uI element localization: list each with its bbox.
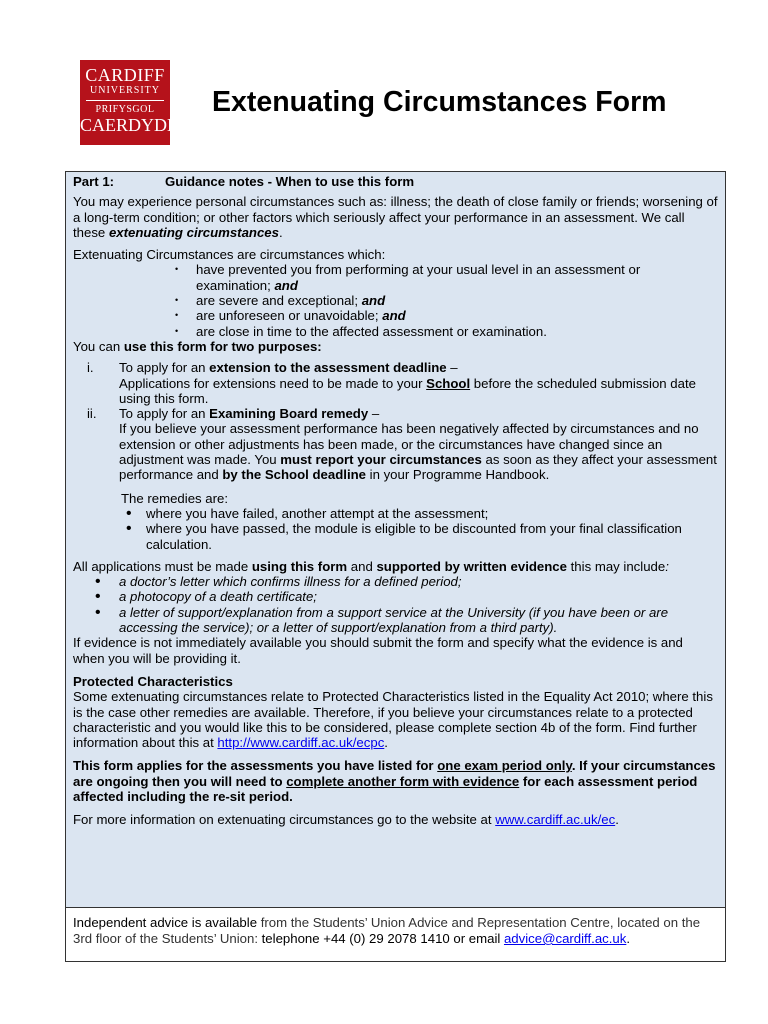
purposes-lead: You can use this form for two purposes: bbox=[73, 338, 322, 354]
part-label: Part 1: bbox=[73, 174, 115, 189]
ecpc-link[interactable]: http://www.cardiff.ac.uk/ecpc bbox=[217, 735, 385, 751]
purpose-extension: i. To apply for an extension to the assessment deadline – Applications for extensions need to be made to your School before the scheduled submission date using this form. bbox=[87, 360, 696, 406]
list-item: • a photocopy of a death certificate; bbox=[73, 589, 718, 604]
list-item: • where you have passed, the module is eligible to be discounted from your final classification calculation. bbox=[119, 521, 718, 552]
remedies-list bbox=[119, 506, 718, 552]
advice-section bbox=[66, 908, 725, 954]
page-title: Extenuating Circumstances Form bbox=[212, 86, 667, 118]
more-info-paragraph: For more information on extenuating circumstances go to the website at www.cardiff.ac.uk/ec. bbox=[73, 812, 619, 828]
list-item: • a letter of support/explanation from a support service at the University (if you have been or are accessing the service); or a letter of support/explanation from a third party). bbox=[73, 605, 718, 636]
logo-line-university: UNIVERSITY bbox=[90, 85, 160, 96]
cardiff-university-logo bbox=[80, 60, 181, 145]
criteria-lead: Extenuating Circumstances are circumstances which: bbox=[73, 247, 386, 263]
part-heading bbox=[73, 174, 718, 189]
evidence-note: If evidence is not immediately available you should submit the form and specify what the evidence is and when you will be providing it. bbox=[73, 635, 683, 666]
part-title: Guidance notes - When to use this form bbox=[165, 174, 415, 189]
list-item: • have prevented you from performing at your usual level in an assessment or examination; and bbox=[175, 262, 718, 293]
list-item: • are severe and exceptional; and bbox=[175, 293, 718, 308]
list-item: • are unforeseen or unavoidable; and bbox=[175, 308, 718, 323]
logo-line-cardiff: CARDIFF bbox=[85, 65, 165, 85]
applies-paragraph: This form applies for the assessments you have listed for one exam period only. If your circumstances are ongoing then you will need to complete another form with evidence for each assessment period affected including the re-sit period. bbox=[73, 758, 716, 804]
logo-divider bbox=[86, 100, 164, 101]
protected-paragraph: Some extenuating circumstances relate to Protected Characteristics listed in the Equality Act 2010; where this is the case other remedies are available. Therefore, if you believe your circumstances relate to a protected characteristic and you would like this to be considered, please complete section 4b of the form. Find further information about this at http://www.cardiff.ac.uk/ecpc. bbox=[73, 689, 713, 751]
intro-paragraph bbox=[73, 194, 718, 240]
advice-paragraph: Independent advice is available from the Students’ Union Advice and Representation Centre, located on the 3rd floor of the Students’ Union: telephone +44 (0) 29 2078 1410 or email advice@cardiff.ac.uk. bbox=[73, 915, 701, 946]
ec-website-link[interactable]: www.cardiff.ac.uk/ec bbox=[495, 812, 616, 828]
guidance-panel bbox=[66, 172, 725, 908]
purpose-number: ii. bbox=[87, 406, 97, 422]
evidence-lead: All applications must be made using this form and supported by written evidence this may include: bbox=[73, 558, 669, 574]
list-item: • where you have failed, another attempt at the assessment; bbox=[119, 506, 718, 521]
purpose-number: i. bbox=[87, 360, 94, 376]
criteria-list bbox=[73, 262, 718, 338]
intro-text: You may experience personal circumstances such as: illness; the death of close family or friends; worsening of a long-term condition; or other factors which seriously affect your performance in an assessment. We call these bbox=[73, 194, 718, 240]
intro-end: . bbox=[278, 224, 283, 240]
purpose-remedy: ii. To apply for an Examining Board remedy – If you believe your assessment performance has been negatively affected by circumstances and no extension or other adjustments has been made, or the circumstances have changed since an adjustment was made. You must report your circumstances as soon as they affect your assessment performance and by the School deadline in your Programme Handbook. The remedies are: • where you have failed, another attempt at the assessment; • where you have passed, the module is eligible to be discounted from your final classification calculation. bbox=[73, 406, 718, 552]
intro-emphasis: extenuating circumstances bbox=[108, 224, 279, 240]
purposes-list bbox=[73, 360, 718, 552]
logo-line-caerdydd: CAERDYDD bbox=[80, 115, 181, 135]
form-frame bbox=[65, 171, 726, 962]
protected-heading: Protected Characteristics bbox=[73, 673, 233, 689]
list-item: • a doctor’s letter which confirms illness for a defined period; bbox=[73, 574, 718, 589]
list-item: • are close in time to the affected assessment or examination. bbox=[175, 324, 718, 339]
logo-line-prifysgol: PRIFYSGOL bbox=[95, 104, 155, 115]
remedies-lead: The remedies are: bbox=[121, 490, 229, 506]
evidence-list bbox=[73, 574, 718, 635]
advice-email-link[interactable]: advice@cardiff.ac.uk bbox=[503, 931, 627, 946]
